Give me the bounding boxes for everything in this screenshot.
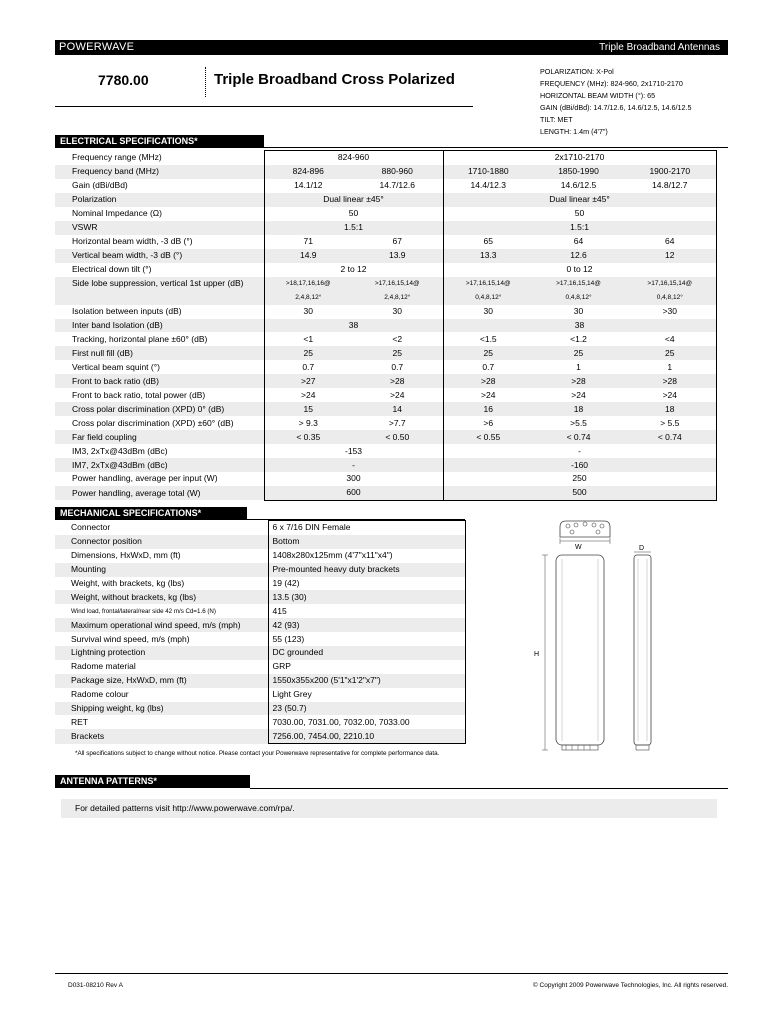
cell-value: >24 (443, 388, 533, 402)
antenna-side-view (634, 552, 651, 750)
cell-value: 18 (624, 402, 716, 416)
cell-value: 16 (443, 402, 533, 416)
cell-value: 1 (624, 360, 716, 374)
cell-value: <4 (624, 332, 716, 346)
cell-low-band: - (264, 458, 443, 472)
cell-value: 0.7 (443, 360, 533, 374)
mechanical-value: 13.5 (30) (268, 590, 465, 604)
top-banner (55, 40, 728, 55)
summary-specs (540, 66, 691, 138)
cell-low-band: 1.5:1 (264, 221, 443, 235)
mechanical-value: 7030.00, 7031.00, 7032.00, 7033.00 (268, 715, 465, 729)
electrical-heading-rule (264, 147, 728, 148)
cell-value: 12.6 (533, 249, 624, 263)
mechanical-row (55, 674, 465, 688)
cell-low-band: -153 (264, 444, 443, 458)
row-label: Nominal Impedance (Ω) (72, 208, 162, 219)
cell-value: >28 (624, 374, 716, 388)
cell-value: 71 (264, 235, 352, 249)
cell-value: < 0.35 (264, 430, 352, 444)
mechanical-value: 6 x 7/16 DIN Female (268, 521, 465, 535)
cell-high-band: -160 (443, 458, 716, 472)
cell-value: 18 (533, 402, 624, 416)
summary-tilt: TILT: MET (540, 115, 573, 124)
mechanical-label: Lightning protection (55, 646, 268, 660)
mechanical-value: GRP (268, 660, 465, 674)
row-frequency-band (55, 165, 716, 179)
cell-value: >28 (443, 374, 533, 388)
row-vertical-beam-width (55, 249, 716, 263)
cell-low-band: 824-960 (264, 151, 443, 165)
mechanical-label: Package size, HxWxD, mm (ft) (55, 674, 268, 688)
cell-value: <1.5 (443, 332, 533, 346)
cell-value: 25 (352, 346, 443, 360)
row-label: Side lobe suppression, vertical 1st upper (dB) (55, 277, 264, 305)
cell-value: >27 (264, 374, 352, 388)
mechanical-row (55, 729, 465, 743)
mechanical-label: Mounting (55, 563, 268, 577)
title-rule (55, 106, 473, 107)
mechanical-label: Connector position (55, 535, 268, 549)
cell-value: 12 (624, 249, 716, 263)
cell-value: 15 (264, 402, 352, 416)
sidelobe-angles: 0,4,8,12° (475, 293, 502, 301)
row-polarization (55, 193, 716, 207)
cell-value: 0.7 (391, 361, 404, 372)
cell-low-band: 38 (264, 319, 443, 333)
page-title: Triple Broadband Cross Polarized (214, 71, 455, 88)
cell-high-band: 250 (443, 472, 716, 486)
cell-value: < 0.55 (443, 430, 533, 444)
row-tracking (55, 332, 716, 346)
row-label: Vertical beam width, -3 dB (°) (55, 249, 264, 263)
row-impedance (55, 207, 716, 221)
cell-value: 25 (533, 346, 624, 360)
cell-value: 14.7/12.6 (379, 180, 415, 191)
cell-value: 1900-2170 (624, 165, 716, 179)
mechanical-label: Dimensions, HxWxD, mm (ft) (71, 550, 181, 561)
row-gain (55, 179, 716, 193)
cell-value: 65 (443, 235, 533, 249)
row-vswr (55, 221, 716, 235)
cell-value (533, 277, 624, 305)
cell-value: 13.9 (352, 249, 443, 263)
row-label: Cross polar discrimination (XPD) 0° (dB) (55, 402, 264, 416)
mechanical-value: 23 (50.7) (268, 702, 465, 716)
height-label: H (534, 651, 540, 658)
mechanical-value: 55 (123) (268, 632, 465, 646)
cell-value: 0.7 (264, 360, 352, 374)
antenna-dimension-drawing (530, 515, 680, 760)
row-power-total (55, 486, 716, 500)
cell-value: 30 (392, 306, 402, 317)
row-beam-squint (55, 360, 716, 374)
sidelobe-angles: 2,4,8,12° (295, 293, 322, 301)
row-label: Horizontal beam width, -3 dB (°) (72, 236, 193, 247)
mechanical-label: Wind load, frontal/lateral/rear side 42 m/s Cd=1.6 (N) (71, 607, 216, 615)
row-label: Power handling, average total (W) (55, 486, 264, 500)
cell-value: 64 (624, 235, 716, 249)
mechanical-row (55, 521, 465, 535)
cell-high-band: 500 (443, 486, 716, 500)
sidelobe-values: >17,16,15,14@ (556, 279, 601, 287)
mechanical-row (55, 646, 465, 660)
cell-value: >28 (533, 374, 624, 388)
cell-high-band: - (443, 444, 716, 458)
cell-high-band: 2x1710-2170 (443, 151, 716, 165)
antenna-top-view (560, 521, 610, 544)
cell-value: 30 (573, 306, 584, 317)
row-label: Cross polar discrimination (XPD) ±60° (dB) (72, 417, 234, 428)
cell-value: > 9.3 (264, 416, 352, 430)
row-label: Inter band Isolation (dB) (55, 319, 264, 333)
mechanical-value: Pre-mounted heavy duty brackets (268, 563, 465, 577)
antenna-front-view (542, 555, 604, 750)
row-front-to-back-total (55, 388, 716, 402)
mechanical-label: Shipping weight, kg (lbs) (55, 702, 268, 716)
sidelobe-values: >18,17,16,16@ (285, 279, 331, 287)
mechanical-heading: MECHANICAL SPECIFICATIONS* (55, 507, 247, 520)
sidelobe-angles: 0,4,8,12° (656, 293, 683, 301)
cell-value (264, 277, 352, 305)
patterns-heading-rule (250, 788, 728, 789)
summary-length: LENGTH: 1.4m (4'7") (540, 127, 608, 136)
mechanical-label: Weight, without brackets, kg (lbs) (55, 590, 268, 604)
row-electrical-tilt (55, 263, 716, 277)
cell-value: >24 (624, 388, 716, 402)
mechanical-value: Light Grey (268, 688, 465, 702)
row-power-per-input (55, 472, 716, 486)
cell-value: >7.7 (388, 417, 406, 428)
cell-value: 14.8/12.7 (624, 179, 716, 193)
cell-value: 64 (573, 236, 584, 247)
cell-high-band: Dual linear ±45° (443, 193, 716, 207)
mechanical-row (55, 549, 465, 563)
cell-value: 14.1/12 (264, 179, 352, 193)
row-label: Gain (dBi/dBd) (72, 180, 128, 191)
sidelobe-values: >17,16,15,14@ (374, 279, 420, 287)
row-label: VSWR (55, 221, 264, 235)
cell-low-band: 2 to 12 (264, 263, 443, 277)
sidelobe-values: >17,16,15,14@ (647, 279, 693, 287)
mechanical-label: Radome colour (71, 689, 129, 700)
patterns-heading: ANTENNA PATTERNS* (55, 775, 250, 788)
mechanical-label: Connector (71, 522, 111, 533)
row-im3 (55, 444, 716, 458)
mechanical-row (55, 632, 465, 646)
row-horizontal-beam-width (55, 235, 716, 249)
copyright-notice: © Copyright 2009 Powerwave Technologies, Inc. All rights reserved. (532, 982, 728, 989)
mechanical-specs-table (55, 520, 466, 744)
mechanical-label: RET (71, 716, 88, 727)
mechanical-row (55, 715, 465, 729)
cell-low-band: 50 (264, 207, 443, 221)
mechanical-row (55, 577, 465, 591)
row-label: Tracking, horizontal plane ±60° (dB) (72, 333, 208, 344)
row-label: Frequency band (MHz) (55, 165, 264, 179)
footer-rule (55, 973, 728, 974)
width-label: W (575, 544, 582, 551)
cell-value: 824-896 (264, 165, 352, 179)
cell-value: >30 (624, 305, 716, 319)
cell-value: 30 (264, 305, 352, 319)
summary-frequency: FREQUENCY (MHz): 824-960, 2x1710-2170 (540, 79, 683, 88)
summary-polarization: POLARIZATION: X-Pol (540, 67, 614, 76)
cell-value: 13.3 (443, 249, 533, 263)
row-im7 (55, 458, 716, 472)
cell-value: 14.9 (264, 249, 352, 263)
cell-value: 14.6/12.5 (560, 180, 597, 191)
row-frequency-range (55, 151, 716, 165)
electrical-specs-table (55, 150, 717, 501)
cell-value: 14 (352, 402, 443, 416)
depth-label: D (639, 545, 645, 552)
cell-high-band: 0 to 12 (443, 263, 716, 277)
row-label: IM7, 2xTx@43dBm (dBc) (55, 458, 264, 472)
cell-value: 25 (624, 346, 716, 360)
row-side-lobe-suppression (55, 277, 716, 305)
cell-value: >24 (390, 389, 405, 400)
cell-value: < 0.50 (352, 430, 443, 444)
mechanical-label: Survival wind speed, m/s (mph) (71, 633, 190, 644)
row-far-field-coupling (55, 430, 716, 444)
mechanical-label: Weight, with brackets, kg (lbs) (71, 578, 185, 588)
cell-value: 67 (392, 236, 402, 247)
row-label: Electrical down tilt (°) (72, 264, 152, 275)
row-label: Far field coupling (55, 430, 264, 444)
cell-value: < 0.74 (624, 430, 716, 444)
specs-footnote: *All specifications subject to change without notice. Please contact your Powerwave representative for complete performance data. (75, 750, 440, 757)
cell-value: 1710-1880 (443, 165, 533, 179)
mechanical-label: Brackets (55, 729, 268, 743)
cell-value: >24 (571, 389, 586, 400)
mechanical-row (55, 618, 465, 632)
electrical-heading: ELECTRICAL SPECIFICATIONS* (55, 135, 264, 148)
cell-low-band: 600 (264, 486, 443, 500)
cell-value: >24 (264, 388, 352, 402)
row-xpd-60 (55, 416, 716, 430)
mechanical-row (55, 535, 465, 549)
row-interband-isolation (55, 319, 716, 333)
cell-value: >6 (443, 416, 533, 430)
cell-value: 1850-1990 (533, 165, 624, 179)
mechanical-value: 1408x280x125mm (4'7"x11"x4") (268, 549, 465, 563)
product-category: Triple Broadband Antennas (599, 42, 720, 53)
mechanical-value: 415 (268, 604, 465, 618)
brand-name: POWERWAVE (59, 41, 135, 53)
mechanical-row (55, 702, 465, 716)
mechanical-row (55, 563, 465, 577)
row-xpd-0 (55, 402, 716, 416)
cell-value (352, 277, 443, 305)
cell-value (443, 277, 533, 305)
mechanical-value: 1550x355x200 (5'1"x1'2"x7") (268, 674, 465, 688)
mechanical-value: 42 (93) (268, 618, 465, 632)
cell-value: 30 (443, 305, 533, 319)
cell-value: > 5.5 (624, 416, 716, 430)
cell-value: >5.5 (570, 417, 587, 428)
mechanical-value: Bottom (268, 535, 465, 549)
row-label: Power handling, average per input (W) (72, 473, 218, 484)
cell-value: 14.4/12.3 (443, 179, 533, 193)
cell-value: 1 (576, 361, 581, 372)
cell-high-band: 38 (443, 319, 716, 333)
row-label: IM3, 2xTx@43dBm (dBc) (72, 445, 168, 456)
mechanical-label: Maximum operational wind speed, m/s (mph) (55, 618, 268, 632)
mechanical-row (55, 604, 465, 618)
row-label: Isolation between inputs (dB) (72, 306, 182, 317)
sidelobe-angles: 2,4,8,12° (384, 293, 411, 301)
mechanical-row (55, 660, 465, 674)
mechanical-label: Radome material (71, 661, 136, 672)
patterns-link-text: For detailed patterns visit http://www.powerwave.com/rpa/. (75, 803, 295, 813)
row-label: First null fill (dB) (55, 346, 264, 360)
row-label: Vertical beam squint (°) (72, 361, 160, 372)
summary-gain: GAIN (dBi/dBd): 14.7/12.6, 14.6/12.5, 14.6/12.5 (540, 103, 692, 112)
mechanical-value: 19 (42) (268, 577, 465, 591)
title-separator (205, 67, 206, 97)
mechanical-row (55, 688, 465, 702)
row-front-to-back (55, 374, 716, 388)
row-label: Frequency range (MHz) (72, 152, 162, 163)
mechanical-value: DC grounded (268, 646, 465, 660)
cell-high-band: 50 (443, 207, 716, 221)
row-label: Front to back ratio (dB) (55, 374, 264, 388)
cell-value: 25 (443, 346, 533, 360)
cell-value: < 0.74 (533, 430, 624, 444)
row-label: Front to back ratio, total power (dB) (72, 389, 206, 400)
row-null-fill (55, 346, 716, 360)
cell-value: >28 (352, 374, 443, 388)
row-isolation (55, 305, 716, 319)
cell-value: 880-960 (352, 165, 443, 179)
sidelobe-values: >17,16,15,14@ (465, 279, 511, 287)
cell-value: 25 (264, 346, 352, 360)
cell-high-band: 1.5:1 (443, 221, 716, 235)
row-label: Polarization (55, 193, 264, 207)
cell-value: <1.2 (570, 333, 587, 344)
model-number: 7780.00 (98, 72, 149, 88)
cell-value (624, 277, 716, 305)
mechanical-row (55, 590, 465, 604)
mechanical-value: 7256.00, 7454.00, 2210.10 (268, 729, 465, 743)
document-id: D031-08210 Rev A (68, 982, 123, 989)
cell-low-band: 300 (264, 472, 443, 486)
cell-low-band: Dual linear ±45° (264, 193, 443, 207)
sidelobe-angles: 0,4,8,12° (565, 293, 592, 301)
summary-beam-width: HORIZONTAL BEAM WIDTH (°): 65 (540, 91, 656, 100)
cell-value: <1 (264, 332, 352, 346)
cell-value: <2 (392, 333, 403, 344)
